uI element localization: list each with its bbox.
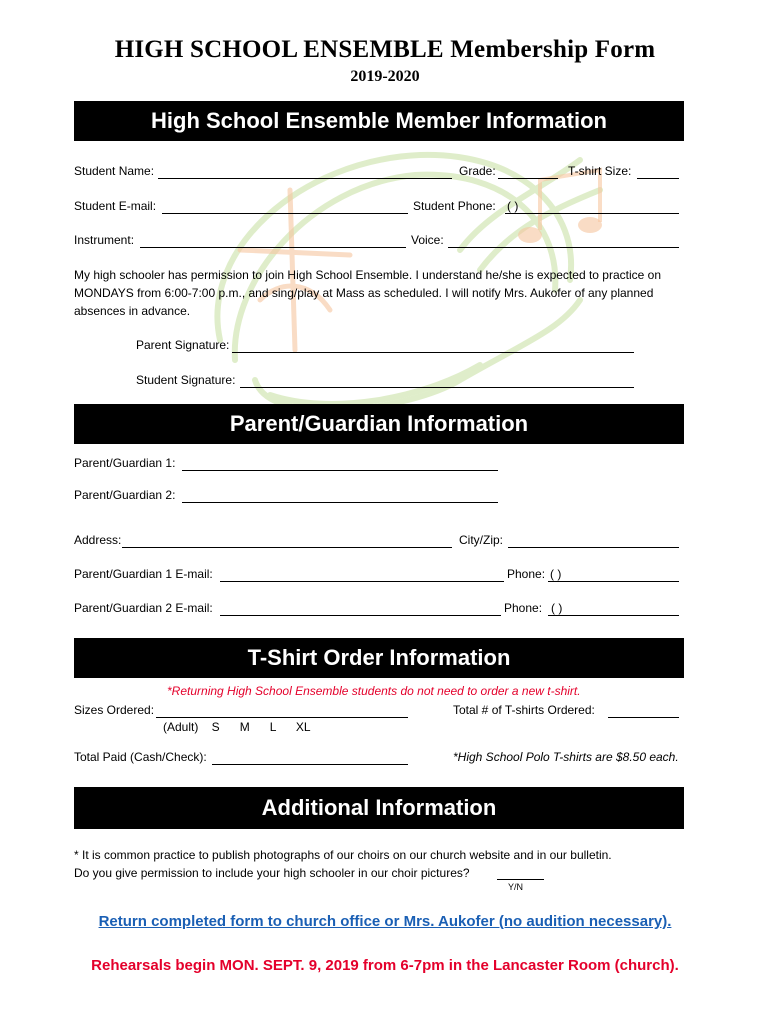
grade-field[interactable] [498, 178, 558, 179]
voice-field[interactable] [448, 247, 679, 248]
instrument-label: Instrument: [74, 233, 135, 247]
student-name-label: Student Name: [74, 164, 155, 178]
permission-statement: My high schooler has permission to join High School Ensemble. I understand he/she is expected to practice on MONDAYS from 6:00-7:00 p.m., and sing/play at Mass as scheduled. I will notify Mrs. Aukofer of any planned absences in advance. [74, 268, 661, 318]
photo-permission-question: Do you give permission to include your high schooler in our choir pictures? [74, 866, 470, 880]
tshirt-order-heading: T-Shirt Order Information [74, 638, 684, 678]
guardian1-phone-field[interactable] [548, 581, 679, 582]
guardian2-field[interactable] [182, 502, 498, 503]
tshirt-size-field[interactable] [637, 178, 679, 179]
total-paid-label: Total Paid (Cash/Check): [74, 750, 207, 764]
sizes-ordered-field[interactable] [156, 717, 408, 718]
total-paid-field[interactable] [212, 764, 408, 765]
student-phone-field[interactable] [505, 213, 679, 214]
guardian2-phone-label: Phone: [504, 601, 543, 615]
cityzip-field[interactable] [508, 547, 679, 548]
additional-info-heading: Additional Information [74, 787, 684, 829]
rehearsal-start-note: Rehearsals begin MON. SEPT. 9, 2019 from 6-7pm in the Lancaster Room (church). [91, 957, 679, 974]
student-phone-label: Student Phone: [413, 199, 496, 213]
parent-info-heading: Parent/Guardian Information [74, 404, 684, 444]
guardian2-phone-paren: ( ) [551, 601, 563, 615]
total-tshirts-label: Total # of T-shirts Ordered: [453, 703, 595, 717]
parent-signature-field[interactable] [232, 352, 634, 353]
address-label: Address: [74, 533, 122, 547]
form-title: HIGH SCHOOL ENSEMBLE Membership Form [114, 36, 656, 63]
address-field[interactable] [122, 547, 452, 548]
guardian2-email-field[interactable] [220, 615, 501, 616]
photo-permission-field[interactable] [497, 879, 544, 880]
guardian1-email-field[interactable] [220, 581, 504, 582]
sizes-ordered-label: Sizes Ordered: [74, 703, 155, 717]
yn-hint: Y/N [508, 882, 524, 892]
guardian1-field[interactable] [182, 470, 498, 471]
form-year: 2019-2020 [350, 68, 420, 85]
student-signature-label: Student Signature: [136, 373, 236, 387]
parent-signature-label: Parent Signature: [136, 338, 230, 352]
returning-students-note: *Returning High School Ensemble students do not need to order a new t-shirt. [167, 684, 581, 698]
voice-label: Voice: [411, 233, 444, 247]
guardian2-phone-field[interactable] [548, 615, 679, 616]
student-email-label: Student E-mail: [74, 199, 157, 213]
guardian1-phone-paren: ( ) [550, 567, 562, 581]
cityzip-label: City/Zip: [459, 533, 504, 547]
return-form-note: Return completed form to church office or Mrs. Aukofer (no audition necessary). [98, 913, 672, 930]
student-phone-paren: ( ) [507, 199, 519, 213]
total-tshirts-field[interactable] [608, 717, 679, 718]
student-signature-field[interactable] [240, 387, 634, 388]
grade-label: Grade: [459, 164, 496, 178]
guardian2-email-label: Parent/Guardian 2 E-mail: [74, 601, 213, 615]
guardian1-label: Parent/Guardian 1: [74, 456, 176, 470]
tshirt-size-label: T-shirt Size: [568, 164, 632, 178]
instrument-field[interactable] [140, 247, 406, 248]
photo-practice-note: * It is common practice to publish photographs of our choirs on our church website and in our bulletin. [74, 848, 612, 862]
member-info-heading: High School Ensemble Member Information [74, 101, 684, 141]
guardian1-phone-label: Phone: [507, 567, 546, 581]
polo-price-note: *High School Polo T-shirts are $8.50 each. [453, 750, 679, 764]
size-options: (Adult) S M L XL [163, 720, 311, 734]
guardian1-email-label: Parent/Guardian 1 E-mail: [74, 567, 213, 581]
student-email-field[interactable] [162, 213, 408, 214]
student-name-field[interactable] [158, 178, 452, 179]
guardian2-label: Parent/Guardian 2: [74, 488, 176, 502]
